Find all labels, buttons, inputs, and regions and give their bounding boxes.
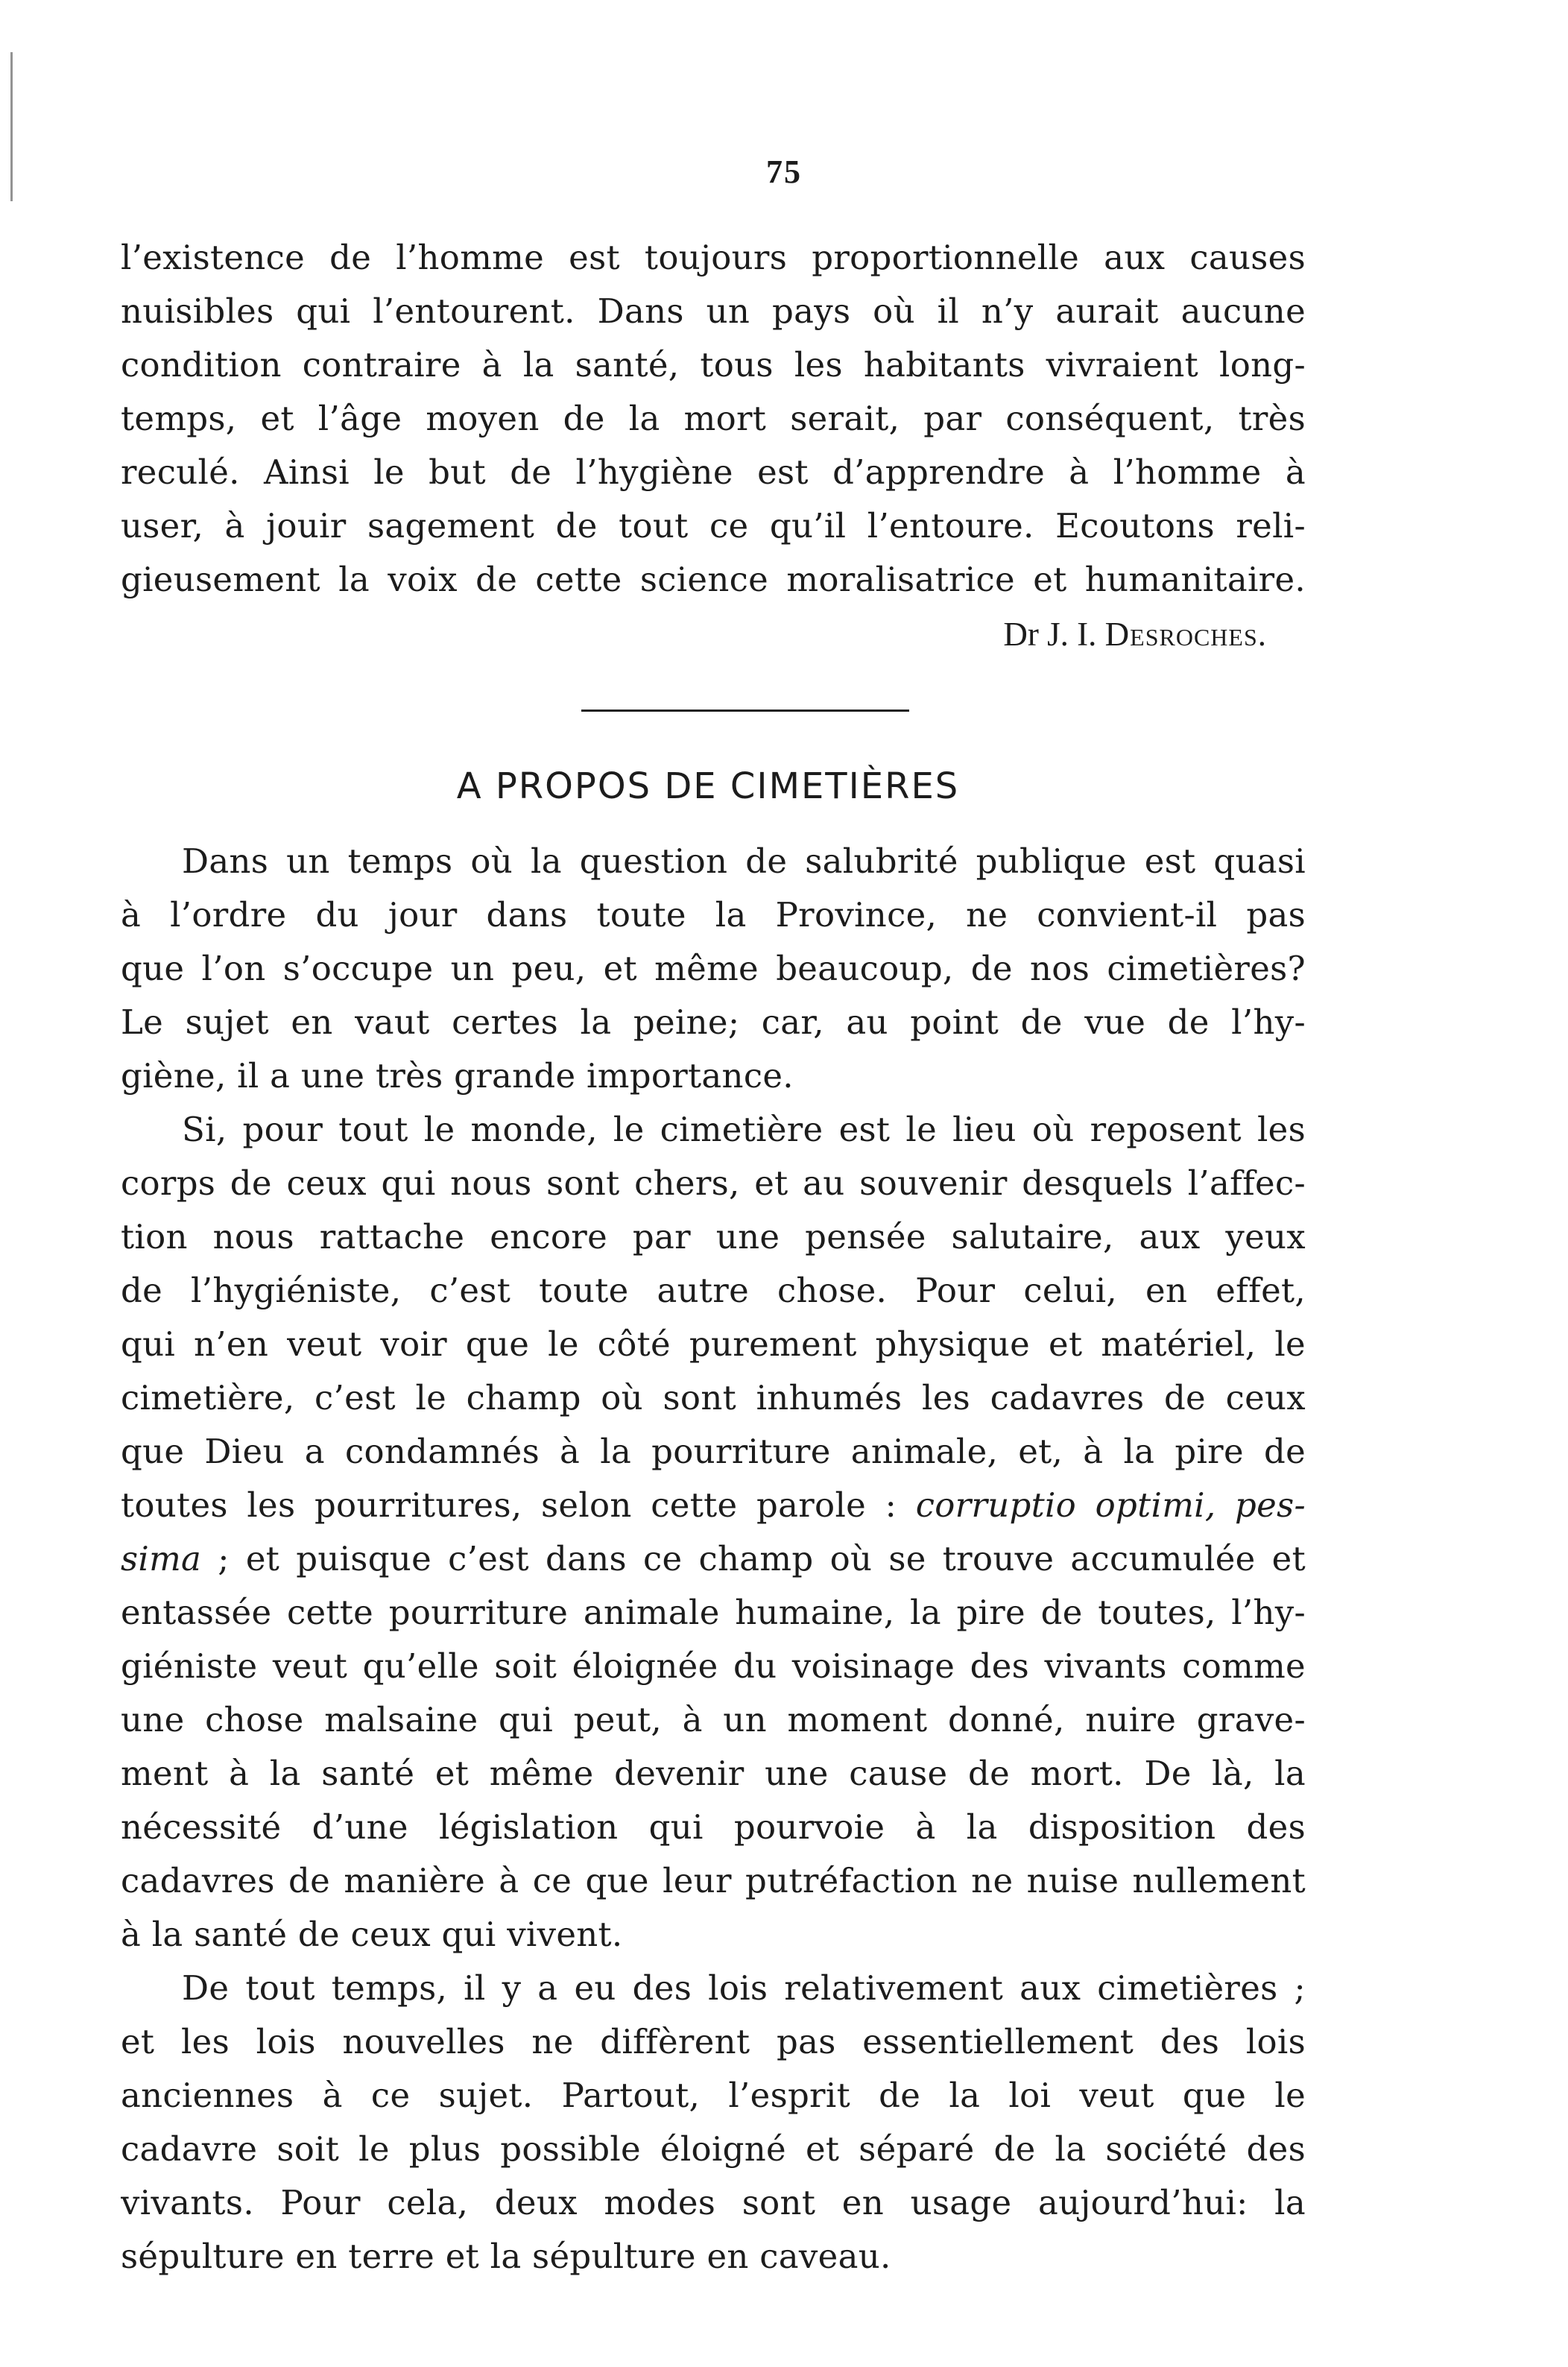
text-line: cimetière, c’est le champ où sont inhumés les cadavres de ceux	[121, 1378, 1306, 1418]
text-line: reculé. Ainsi le but de l’hygiène est d’apprendre à l’homme à	[121, 452, 1306, 492]
text-line: giéniste veut qu’elle soit éloignée du voisinage des vivants comme	[121, 1646, 1306, 1686]
author-name: Desroches.	[1104, 616, 1267, 653]
text-line: Le sujet en vaut certes la peine; car, au point de vue de l’hy-	[121, 1002, 1306, 1042]
text-line: que l’on s’occupe un peu, et même beaucoup, de nos cimetières?	[121, 949, 1306, 988]
text-line: et les lois nouvelles ne diffèrent pas essentiellement des lois	[121, 2022, 1306, 2061]
text-line: nécessité d’une législation qui pourvoie à la disposition des	[121, 1807, 1306, 1847]
text-line: à l’ordre du jour dans toute la Province, ne convient-il pas	[121, 895, 1306, 935]
text-run: toutes les pourritures, selon cette parole :	[121, 1485, 916, 1525]
text-line	[121, 1479, 1306, 1532]
text-line: Dans un temps où la question de salubrité publique est quasi	[182, 841, 1306, 881]
latin-quote-end: sima	[121, 1539, 202, 1578]
section-heading: A PROPOS DE CIMETIÈRES	[456, 765, 960, 807]
text-line: temps, et l’âge moyen de la mort serait, par conséquent, très	[121, 399, 1306, 438]
text-line: nuisibles qui l’entourent. Dans un pays où il n’y aurait aucune	[121, 291, 1306, 331]
text-line: l’existence de l’homme est toujours proportionnelle aux causes	[121, 238, 1306, 277]
text-line: entassée cette pourriture animale humaine, la pire de toutes, l’hy-	[121, 1593, 1306, 1632]
text-line: giène, il a une très grande importance.	[121, 1056, 794, 1096]
text-line: cadavre soit le plus possible éloigné et séparé de la société des	[121, 2129, 1306, 2169]
intro-paragraph	[121, 231, 1306, 607]
text-line: de l’hygiéniste, c’est toute autre chose. Pour celui, en effet,	[121, 1271, 1306, 1310]
text-line: une chose malsaine qui peut, à un moment donné, nuire grave-	[121, 1700, 1306, 1739]
text-line: gieusement la voix de cette science moralisatrice et humanitaire.	[121, 560, 1306, 599]
text-line: à la santé de ceux qui vivent.	[121, 1915, 623, 1954]
author-signature	[0, 607, 1267, 661]
text-line: condition contraire à la santé, tous les habitants vivraient long-	[121, 345, 1306, 385]
text-line: tion nous rattache encore par une pensée salutaire, aux yeux	[121, 1217, 1306, 1257]
text-run: ; et puisque c’est dans ce champ où se trouve accumulée et	[201, 1539, 1306, 1578]
text-line: Si, pour tout le monde, le cimetière est le lieu où reposent les	[182, 1110, 1306, 1149]
text-line: user, à jouir sagement de tout ce qu’il l’entoure. Ecoutons reli-	[121, 506, 1306, 546]
text-line: corps de ceux qui nous sont chers, et au souvenir desquels l’affec-	[121, 1163, 1306, 1203]
author-prefix: Dr J. I.	[1003, 616, 1105, 653]
text-line: anciennes à ce sujet. Partout, l’esprit de la loi veut que le	[121, 2076, 1306, 2115]
text-line	[121, 1532, 1306, 1586]
section-divider	[581, 710, 909, 712]
text-line: cadavres de manière à ce que leur putréfaction ne nuise nullement	[121, 1861, 1306, 1900]
latin-quote: corruptio optimi, pes-	[915, 1485, 1306, 1525]
page-number: 75	[766, 154, 802, 190]
text-line: ment à la santé et même devenir une cause de mort. De là, la	[121, 1754, 1306, 1793]
text-line: sépulture en terre et la sépulture en caveau.	[121, 2237, 891, 2276]
article-body	[121, 835, 1306, 2284]
text-line: que Dieu a condamnés à la pourriture animale, et, à la pire de	[121, 1432, 1306, 1471]
text-line: De tout temps, il y a eu des lois relativement aux cimetières ;	[182, 1968, 1306, 2008]
text-line: vivants. Pour cela, deux modes sont en usage aujourd’hui: la	[121, 2183, 1306, 2222]
text-line: qui n’en veut voir que le côté purement physique et matériel, le	[121, 1324, 1306, 1364]
